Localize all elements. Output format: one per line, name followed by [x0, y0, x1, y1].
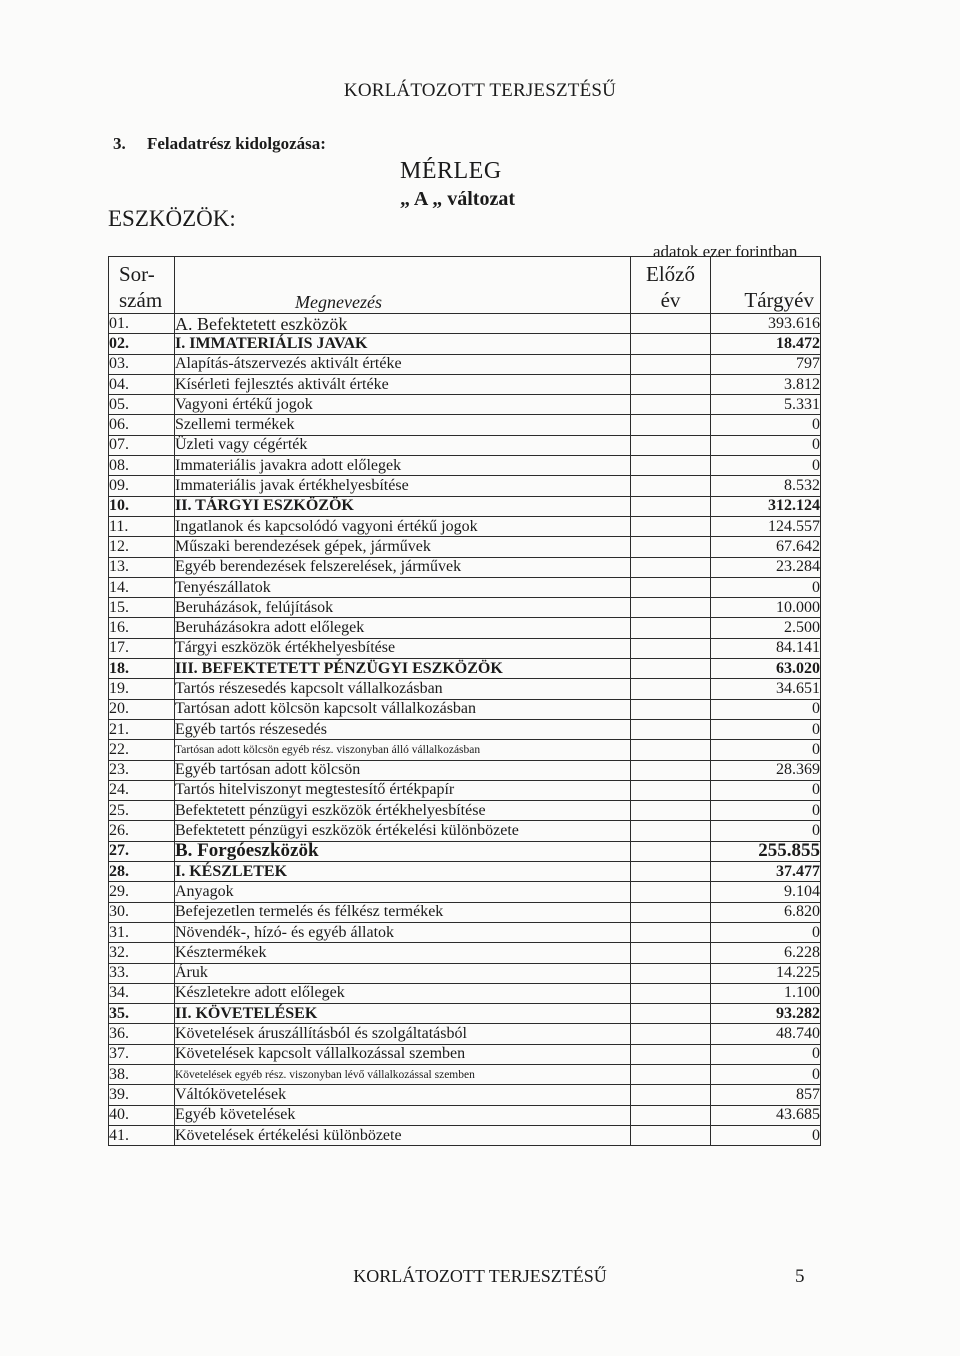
row-name: Üzleti vagy cégérték [175, 435, 631, 455]
row-previous-year [631, 679, 711, 699]
table-row [109, 1085, 821, 1105]
row-previous-year [631, 882, 711, 902]
row-number: 33. [109, 963, 175, 983]
row-name: Vagyoni értékű jogok [175, 395, 631, 415]
row-current-year: 6.228 [711, 943, 821, 963]
row-number: 17. [109, 638, 175, 658]
row-name: Immateriális javakra adott előlegek [175, 456, 631, 476]
row-name: Műszaki berendezések gépek, járművek [175, 537, 631, 557]
table-row [109, 638, 821, 658]
row-current-year: 312.124 [711, 496, 821, 516]
row-current-year: 9.104 [711, 882, 821, 902]
row-current-year: 0 [711, 740, 821, 760]
row-name: Ingatlanok és kapcsolódó vagyoni értékű jogok [175, 516, 631, 536]
row-number: 29. [109, 882, 175, 902]
row-number: 01. [109, 314, 175, 334]
row-number: 32. [109, 943, 175, 963]
row-previous-year [631, 760, 711, 780]
row-number: 18. [109, 659, 175, 679]
table-header-row [109, 257, 821, 314]
row-number: 23. [109, 760, 175, 780]
row-name: Tartós hitelviszonyt megtestesítő értékpapír [175, 780, 631, 800]
row-number: 28. [109, 862, 175, 882]
row-number: 08. [109, 456, 175, 476]
row-name: Készletekre adott előlegek [175, 983, 631, 1003]
table-row [109, 882, 821, 902]
row-number: 30. [109, 902, 175, 922]
row-name: Immateriális javak értékhelyesbítése [175, 476, 631, 496]
row-previous-year [631, 1064, 711, 1084]
row-number: 14. [109, 577, 175, 597]
row-current-year: 0 [711, 801, 821, 821]
row-name: Beruházásokra adott előlegek [175, 618, 631, 638]
table-row [109, 1044, 821, 1064]
section-number: 3. [113, 134, 126, 153]
row-previous-year [631, 780, 711, 800]
row-name: Befektetett pénzügyi eszközök értékelési különbözete [175, 821, 631, 841]
row-name: Tartósan adott kölcsön egyéb rész. viszonyban álló vállalkozásban [175, 740, 631, 760]
row-current-year: 0 [711, 577, 821, 597]
row-previous-year [631, 435, 711, 455]
row-previous-year [631, 821, 711, 841]
table-row [109, 841, 821, 861]
row-name: Befektetett pénzügyi eszközök értékhelyesbítése [175, 801, 631, 821]
row-current-year: 37.477 [711, 862, 821, 882]
table-row [109, 983, 821, 1003]
row-number: 40. [109, 1105, 175, 1125]
row-name: Követelések áruszállításból és szolgáltatásból [175, 1024, 631, 1044]
row-previous-year [631, 476, 711, 496]
table-row [109, 943, 821, 963]
page-header: KORLÁTOZOTT TERJESZTÉSŰ [343, 80, 617, 101]
row-current-year: 0 [711, 821, 821, 841]
section-title: Feladatrész kidolgozása: [147, 134, 326, 153]
row-previous-year [631, 516, 711, 536]
row-number: 16. [109, 618, 175, 638]
row-name: Követelések értékelési különbözete [175, 1125, 631, 1145]
row-current-year: 84.141 [711, 638, 821, 658]
balance-sheet-table [108, 256, 821, 1146]
row-number: 41. [109, 1125, 175, 1145]
row-current-year: 10.000 [711, 598, 821, 618]
row-name: II. KÖVETELÉSEK [175, 1004, 631, 1024]
row-number: 27. [109, 841, 175, 861]
table-row [109, 760, 821, 780]
row-number: 03. [109, 354, 175, 374]
row-current-year: 8.532 [711, 476, 821, 496]
row-current-year: 18.472 [711, 334, 821, 354]
table-row [109, 374, 821, 394]
row-previous-year [631, 1125, 711, 1145]
row-current-year: 3.812 [711, 374, 821, 394]
row-name: Áruk [175, 963, 631, 983]
row-name: Követelések kapcsolt vállalkozással szemben [175, 1044, 631, 1064]
row-previous-year [631, 963, 711, 983]
row-name: Beruházások, felújítások [175, 598, 631, 618]
table-row [109, 821, 821, 841]
row-number: 06. [109, 415, 175, 435]
row-previous-year [631, 1105, 711, 1125]
row-current-year: 67.642 [711, 537, 821, 557]
table-row [109, 577, 821, 597]
row-name: I. IMMATERIÁLIS JAVAK [175, 334, 631, 354]
row-current-year: 63.020 [711, 659, 821, 679]
row-previous-year [631, 374, 711, 394]
row-current-year: 28.369 [711, 760, 821, 780]
table-row [109, 435, 821, 455]
row-previous-year [631, 1044, 711, 1064]
row-previous-year [631, 862, 711, 882]
table-row [109, 659, 821, 679]
row-previous-year [631, 537, 711, 557]
row-number: 07. [109, 435, 175, 455]
row-current-year: 0 [711, 719, 821, 739]
row-number: 12. [109, 537, 175, 557]
row-previous-year [631, 699, 711, 719]
section-heading [113, 134, 326, 154]
table-row [109, 1105, 821, 1125]
row-previous-year [631, 740, 711, 760]
row-current-year: 43.685 [711, 1105, 821, 1125]
column-header-name: Megnevezés [175, 257, 631, 314]
table-row [109, 415, 821, 435]
row-number: 39. [109, 1085, 175, 1105]
row-number: 22. [109, 740, 175, 760]
row-current-year: 5.331 [711, 395, 821, 415]
row-name: II. TÁRGYI ESZKÖZÖK [175, 496, 631, 516]
row-number: 25. [109, 801, 175, 821]
row-current-year: 0 [711, 780, 821, 800]
row-number: 26. [109, 821, 175, 841]
row-previous-year [631, 659, 711, 679]
row-name: Kísérleti fejlesztés aktivált értéke [175, 374, 631, 394]
row-previous-year [631, 557, 711, 577]
row-name: Befejezetlen termelés és félkész termékek [175, 902, 631, 922]
row-previous-year [631, 983, 711, 1003]
row-number: 13. [109, 557, 175, 577]
row-current-year: 0 [711, 415, 821, 435]
table-row [109, 780, 821, 800]
row-name: Tartósan adott kölcsön kapcsolt vállalkozásban [175, 699, 631, 719]
table-row [109, 1125, 821, 1145]
row-previous-year [631, 334, 711, 354]
row-current-year: 14.225 [711, 963, 821, 983]
row-number: 19. [109, 679, 175, 699]
row-current-year: 857 [711, 1085, 821, 1105]
row-previous-year [631, 638, 711, 658]
row-name: Tenyészállatok [175, 577, 631, 597]
table-row [109, 334, 821, 354]
row-current-year: 0 [711, 699, 821, 719]
table-row [109, 476, 821, 496]
row-current-year: 0 [711, 1125, 821, 1145]
row-previous-year [631, 719, 711, 739]
table-row [109, 557, 821, 577]
document-title: MÉRLEG [400, 158, 502, 184]
table-row [109, 922, 821, 942]
row-number: 09. [109, 476, 175, 496]
row-current-year: 0 [711, 1044, 821, 1064]
row-number: 36. [109, 1024, 175, 1044]
row-number: 04. [109, 374, 175, 394]
table-row [109, 679, 821, 699]
row-previous-year [631, 922, 711, 942]
row-number: 34. [109, 983, 175, 1003]
page-number: 5 [795, 1266, 805, 1287]
row-number: 11. [109, 516, 175, 536]
table-row [109, 516, 821, 536]
row-name: A. Befektetett eszközök [175, 314, 631, 334]
row-previous-year [631, 456, 711, 476]
row-name: Tartós részesedés kapcsolt vállalkozásban [175, 679, 631, 699]
row-current-year: 1.100 [711, 983, 821, 1003]
row-previous-year [631, 841, 711, 861]
row-previous-year [631, 577, 711, 597]
table-row [109, 963, 821, 983]
page-footer: KORLÁTOZOTT TERJESZTÉSŰ [353, 1266, 607, 1286]
table-row [109, 496, 821, 516]
row-current-year: 48.740 [711, 1024, 821, 1044]
row-name: Egyéb berendezések felszerelések, járművek [175, 557, 631, 577]
row-name: III. BEFEKTETETT PÉNZÜGYI ESZKÖZÖK [175, 659, 631, 679]
table-row [109, 902, 821, 922]
row-number: 38. [109, 1064, 175, 1084]
row-number: 21. [109, 719, 175, 739]
row-name: Késztermékek [175, 943, 631, 963]
row-name: Alapítás-átszervezés aktivált értéke [175, 354, 631, 374]
row-number: 37. [109, 1044, 175, 1064]
row-number: 20. [109, 699, 175, 719]
row-previous-year [631, 618, 711, 638]
row-name: B. Forgóeszközök [175, 841, 631, 861]
row-name: Egyéb követelések [175, 1105, 631, 1125]
row-name: Váltókövetelések [175, 1085, 631, 1105]
row-number: 10. [109, 496, 175, 516]
row-previous-year [631, 1085, 711, 1105]
row-current-year: 0 [711, 435, 821, 455]
assets-heading: ESZKÖZÖK: [108, 206, 236, 231]
row-current-year: 2.500 [711, 618, 821, 638]
table-row [109, 1004, 821, 1024]
row-previous-year [631, 314, 711, 334]
row-previous-year [631, 354, 711, 374]
table-row [109, 719, 821, 739]
row-current-year: 0 [711, 456, 821, 476]
row-number: 02. [109, 334, 175, 354]
row-previous-year [631, 496, 711, 516]
table-row [109, 395, 821, 415]
row-number: 05. [109, 395, 175, 415]
row-name: Egyéb tartósan adott kölcsön [175, 760, 631, 780]
table-row [109, 537, 821, 557]
table-row [109, 1064, 821, 1084]
row-current-year: 255.855 [711, 841, 821, 861]
row-current-year: 124.557 [711, 516, 821, 536]
units-note: adatok ezer forintban [653, 242, 798, 261]
table-row [109, 740, 821, 760]
row-current-year: 34.651 [711, 679, 821, 699]
column-header-previous: Előző év [631, 257, 711, 314]
row-previous-year [631, 902, 711, 922]
row-number: 24. [109, 780, 175, 800]
row-current-year: 0 [711, 1064, 821, 1084]
row-current-year: 797 [711, 354, 821, 374]
table-row [109, 456, 821, 476]
row-current-year: 93.282 [711, 1004, 821, 1024]
row-previous-year [631, 801, 711, 821]
row-current-year: 393.616 [711, 314, 821, 334]
column-header-current: Tárgyév [711, 257, 821, 314]
row-previous-year [631, 1024, 711, 1044]
row-current-year: 23.284 [711, 557, 821, 577]
table-row [109, 1024, 821, 1044]
row-name: Anyagok [175, 882, 631, 902]
row-name: Szellemi termékek [175, 415, 631, 435]
row-number: 31. [109, 922, 175, 942]
row-name: I. KÉSZLETEK [175, 862, 631, 882]
row-name: Egyéb tartós részesedés [175, 719, 631, 739]
row-current-year: 0 [711, 922, 821, 942]
table-row [109, 801, 821, 821]
row-previous-year [631, 415, 711, 435]
table-row [109, 862, 821, 882]
row-previous-year [631, 1004, 711, 1024]
table-row [109, 618, 821, 638]
row-number: 15. [109, 598, 175, 618]
table-body [109, 314, 821, 1146]
column-header-number: Sor- szám [109, 257, 175, 314]
document-variant: „ A „ változat [400, 188, 515, 210]
table-row [109, 354, 821, 374]
table-row [109, 598, 821, 618]
row-previous-year [631, 943, 711, 963]
row-number: 35. [109, 1004, 175, 1024]
row-previous-year [631, 598, 711, 618]
row-name: Növendék-, hízó- és egyéb állatok [175, 922, 631, 942]
row-current-year: 6.820 [711, 902, 821, 922]
row-name: Követelések egyéb rész. viszonyban lévő vállalkozással szemben [175, 1064, 631, 1084]
row-previous-year [631, 395, 711, 415]
table-row [109, 314, 821, 334]
row-name: Tárgyi eszközök értékhelyesbítése [175, 638, 631, 658]
table-row [109, 699, 821, 719]
